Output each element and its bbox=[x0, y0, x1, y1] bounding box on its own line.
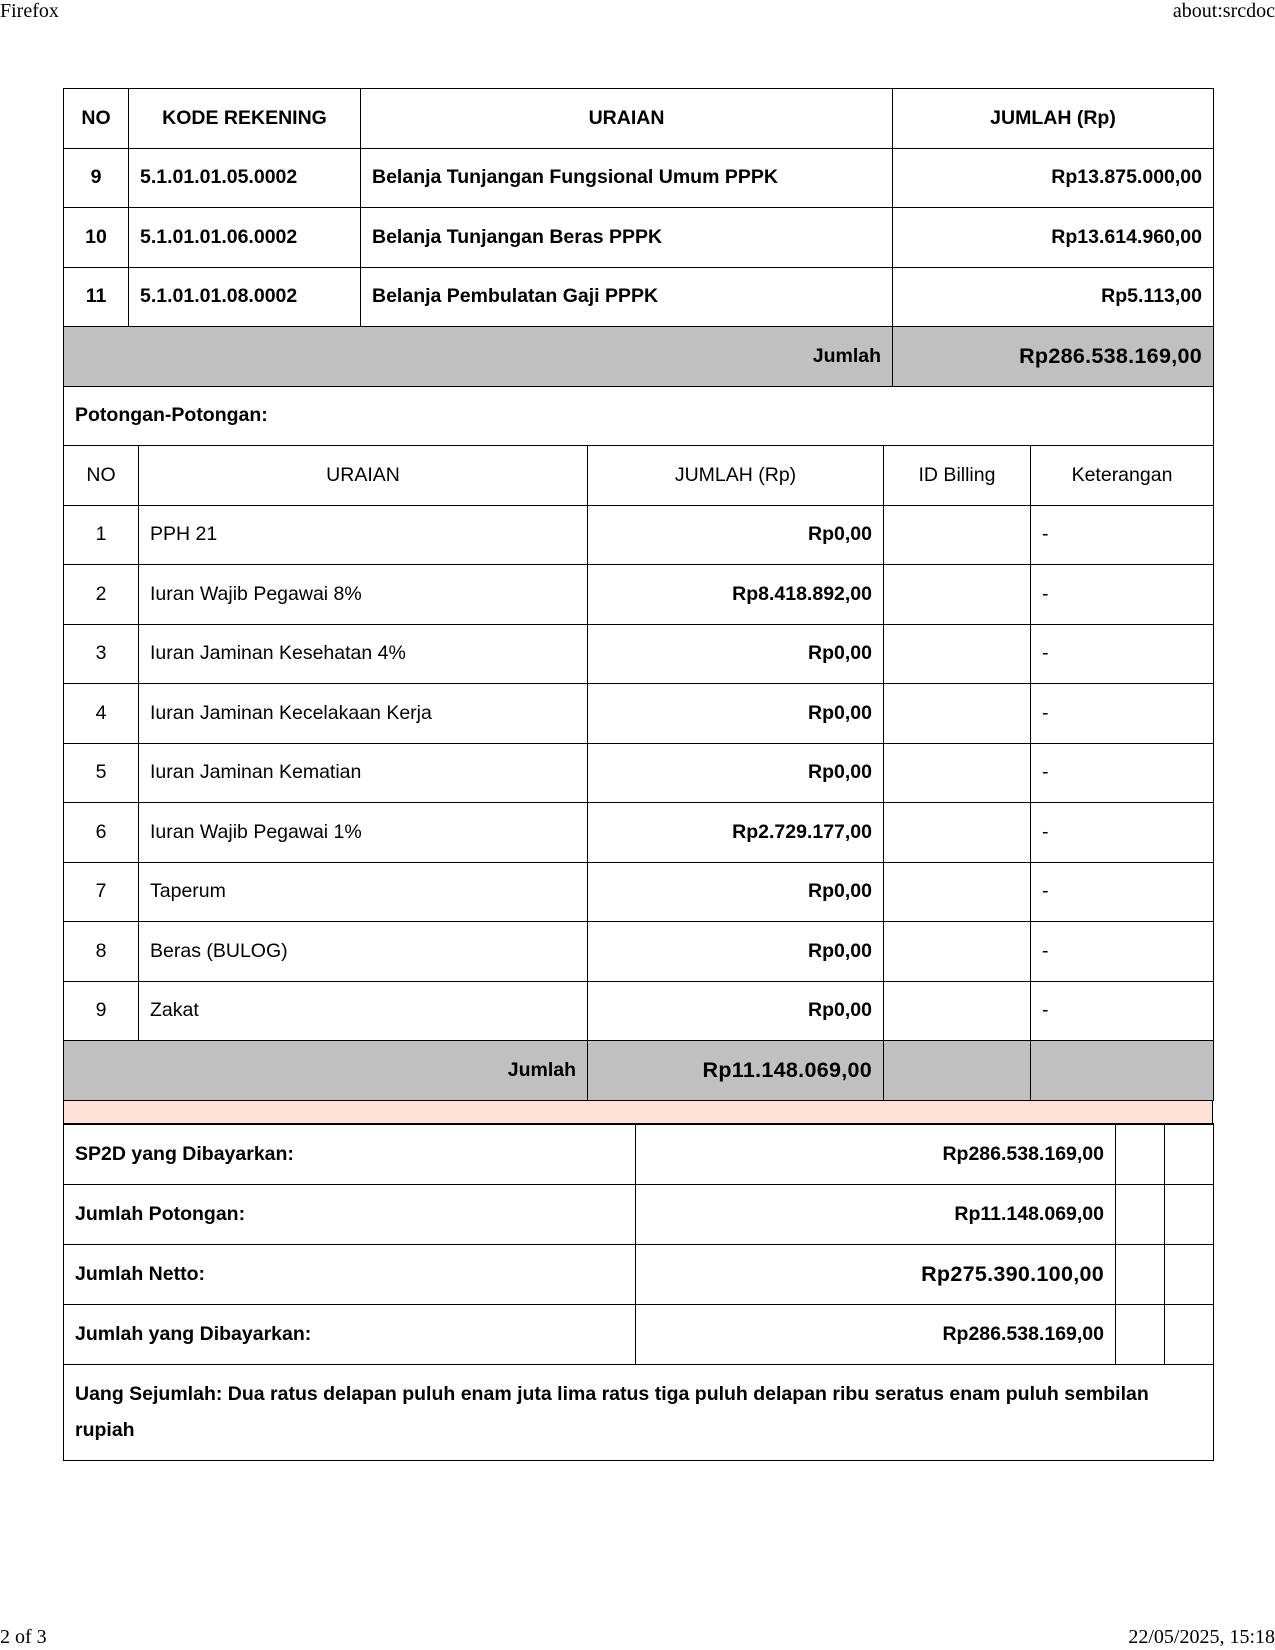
row-jumlah: Rp2.729.177,00 bbox=[588, 803, 884, 863]
separator-bar bbox=[63, 1101, 1213, 1123]
potongan-table bbox=[63, 445, 1214, 1101]
empty-cell bbox=[1116, 1304, 1165, 1364]
page-number: 2 of 3 bbox=[0, 1626, 47, 1648]
row-no: 3 bbox=[64, 624, 139, 684]
belanja-total-row bbox=[64, 327, 1214, 387]
row-uraian: Belanja Tunjangan Fungsional Umum PPPK bbox=[361, 148, 893, 208]
page-url: about:srcdoc bbox=[1172, 0, 1275, 22]
empty-cell bbox=[1116, 1244, 1165, 1304]
jumlah-netto-value: Rp275.390.100,00 bbox=[636, 1244, 1116, 1304]
row-uraian: PPH 21 bbox=[139, 505, 588, 565]
row-keterangan: - bbox=[1031, 862, 1214, 922]
row-jumlah: Rp13.875.000,00 bbox=[893, 148, 1214, 208]
row-id-billing bbox=[884, 981, 1031, 1041]
jumlah-dibayarkan-label: Jumlah yang Dibayarkan: bbox=[64, 1304, 636, 1364]
row-kode: 5.1.01.01.08.0002 bbox=[129, 267, 361, 327]
potongan-total-empty bbox=[884, 1041, 1031, 1101]
row-keterangan: - bbox=[1031, 624, 1214, 684]
row-uraian: Belanja Tunjangan Beras PPPK bbox=[361, 208, 893, 268]
row-no: 1 bbox=[64, 505, 139, 565]
row-jumlah: Rp8.418.892,00 bbox=[588, 565, 884, 625]
empty-cell bbox=[1165, 1304, 1214, 1364]
row-keterangan: - bbox=[1031, 743, 1214, 803]
summary-row-potongan bbox=[64, 1184, 1214, 1244]
summary-row-netto bbox=[64, 1244, 1214, 1304]
row-no: 9 bbox=[64, 148, 129, 208]
header-id-billing: ID Billing bbox=[884, 446, 1031, 506]
row-no: 6 bbox=[64, 803, 139, 863]
row-no: 7 bbox=[64, 862, 139, 922]
row-jumlah: Rp13.614.960,00 bbox=[893, 208, 1214, 268]
sp2d-label: SP2D yang Dibayarkan: bbox=[64, 1124, 636, 1184]
row-no: 5 bbox=[64, 743, 139, 803]
table-row bbox=[64, 743, 1214, 803]
row-id-billing bbox=[884, 743, 1031, 803]
potongan-total-empty bbox=[1031, 1041, 1214, 1101]
header-uraian: URAIAN bbox=[139, 446, 588, 506]
print-timestamp: 22/05/2025, 15:18 bbox=[1128, 1626, 1275, 1648]
row-no: 9 bbox=[64, 981, 139, 1041]
table-row bbox=[64, 684, 1214, 744]
row-uraian: Belanja Pembulatan Gaji PPPK bbox=[361, 267, 893, 327]
table-row bbox=[64, 267, 1214, 327]
summary-row-terbilang bbox=[64, 1364, 1214, 1460]
row-id-billing bbox=[884, 922, 1031, 982]
row-uraian: Beras (BULOG) bbox=[139, 922, 588, 982]
row-id-billing bbox=[884, 624, 1031, 684]
row-id-billing bbox=[884, 684, 1031, 744]
potongan-total-row bbox=[64, 1041, 1214, 1101]
table-row bbox=[64, 862, 1214, 922]
header-kode-rekening: KODE REKENING bbox=[129, 89, 361, 149]
row-id-billing bbox=[884, 505, 1031, 565]
belanja-table bbox=[63, 88, 1214, 446]
row-no: 10 bbox=[64, 208, 129, 268]
belanja-total-label: Jumlah bbox=[64, 327, 893, 387]
header-no: NO bbox=[64, 89, 129, 149]
terbilang-text: Uang Sejumlah: Dua ratus delapan puluh enam juta lima ratus tiga puluh delapan ribu seratus enam puluh sembilan rupiah bbox=[64, 1364, 1214, 1460]
belanja-header-row bbox=[64, 89, 1214, 149]
summary-row-dibayarkan bbox=[64, 1304, 1214, 1364]
row-jumlah: Rp0,00 bbox=[588, 922, 884, 982]
potongan-title-row bbox=[64, 386, 1214, 446]
row-keterangan: - bbox=[1031, 505, 1214, 565]
row-keterangan: - bbox=[1031, 684, 1214, 744]
jumlah-netto-label: Jumlah Netto: bbox=[64, 1244, 636, 1304]
row-no: 11 bbox=[64, 267, 129, 327]
table-row bbox=[64, 981, 1214, 1041]
row-no: 2 bbox=[64, 565, 139, 625]
row-keterangan: - bbox=[1031, 803, 1214, 863]
summary-row-sp2d bbox=[64, 1124, 1214, 1184]
header-jumlah: JUMLAH (Rp) bbox=[588, 446, 884, 506]
table-row bbox=[64, 803, 1214, 863]
row-keterangan: - bbox=[1031, 565, 1214, 625]
jumlah-dibayarkan-value: Rp286.538.169,00 bbox=[636, 1304, 1116, 1364]
header-no: NO bbox=[64, 446, 139, 506]
row-uraian: Iuran Wajib Pegawai 1% bbox=[139, 803, 588, 863]
table-row bbox=[64, 565, 1214, 625]
empty-cell bbox=[1116, 1124, 1165, 1184]
potongan-total-value: Rp11.148.069,00 bbox=[588, 1041, 884, 1101]
row-uraian: Taperum bbox=[139, 862, 588, 922]
row-jumlah: Rp0,00 bbox=[588, 981, 884, 1041]
row-keterangan: - bbox=[1031, 981, 1214, 1041]
row-id-billing bbox=[884, 862, 1031, 922]
summary-table bbox=[63, 1123, 1214, 1461]
header-keterangan: Keterangan bbox=[1031, 446, 1214, 506]
empty-cell bbox=[1165, 1244, 1214, 1304]
table-row bbox=[64, 505, 1214, 565]
table-row bbox=[64, 148, 1214, 208]
jumlah-potongan-label: Jumlah Potongan: bbox=[64, 1184, 636, 1244]
jumlah-potongan-value: Rp11.148.069,00 bbox=[636, 1184, 1116, 1244]
row-no: 8 bbox=[64, 922, 139, 982]
row-jumlah: Rp0,00 bbox=[588, 743, 884, 803]
row-uraian: Iuran Jaminan Kematian bbox=[139, 743, 588, 803]
row-id-billing bbox=[884, 803, 1031, 863]
row-keterangan: - bbox=[1031, 922, 1214, 982]
empty-cell bbox=[1116, 1184, 1165, 1244]
table-row bbox=[64, 624, 1214, 684]
belanja-total-value: Rp286.538.169,00 bbox=[893, 327, 1214, 387]
empty-cell bbox=[1165, 1184, 1214, 1244]
row-jumlah: Rp0,00 bbox=[588, 684, 884, 744]
row-jumlah: Rp5.113,00 bbox=[893, 267, 1214, 327]
row-uraian: Iuran Jaminan Kesehatan 4% bbox=[139, 624, 588, 684]
sp2d-value: Rp286.538.169,00 bbox=[636, 1124, 1116, 1184]
row-uraian: Zakat bbox=[139, 981, 588, 1041]
header-jumlah: JUMLAH (Rp) bbox=[893, 89, 1214, 149]
row-kode: 5.1.01.01.06.0002 bbox=[129, 208, 361, 268]
row-jumlah: Rp0,00 bbox=[588, 624, 884, 684]
potongan-header-row bbox=[64, 446, 1214, 506]
row-uraian: Iuran Wajib Pegawai 8% bbox=[139, 565, 588, 625]
table-row bbox=[64, 208, 1214, 268]
row-jumlah: Rp0,00 bbox=[588, 862, 884, 922]
potongan-title: Potongan-Potongan: bbox=[64, 386, 1214, 446]
row-jumlah: Rp0,00 bbox=[588, 505, 884, 565]
empty-cell bbox=[1165, 1124, 1214, 1184]
row-id-billing bbox=[884, 565, 1031, 625]
row-kode: 5.1.01.01.05.0002 bbox=[129, 148, 361, 208]
row-uraian: Iuran Jaminan Kecelakaan Kerja bbox=[139, 684, 588, 744]
browser-name: Firefox bbox=[0, 0, 59, 22]
table-row bbox=[64, 922, 1214, 982]
header-uraian: URAIAN bbox=[361, 89, 893, 149]
row-no: 4 bbox=[64, 684, 139, 744]
potongan-total-label: Jumlah bbox=[64, 1041, 588, 1101]
